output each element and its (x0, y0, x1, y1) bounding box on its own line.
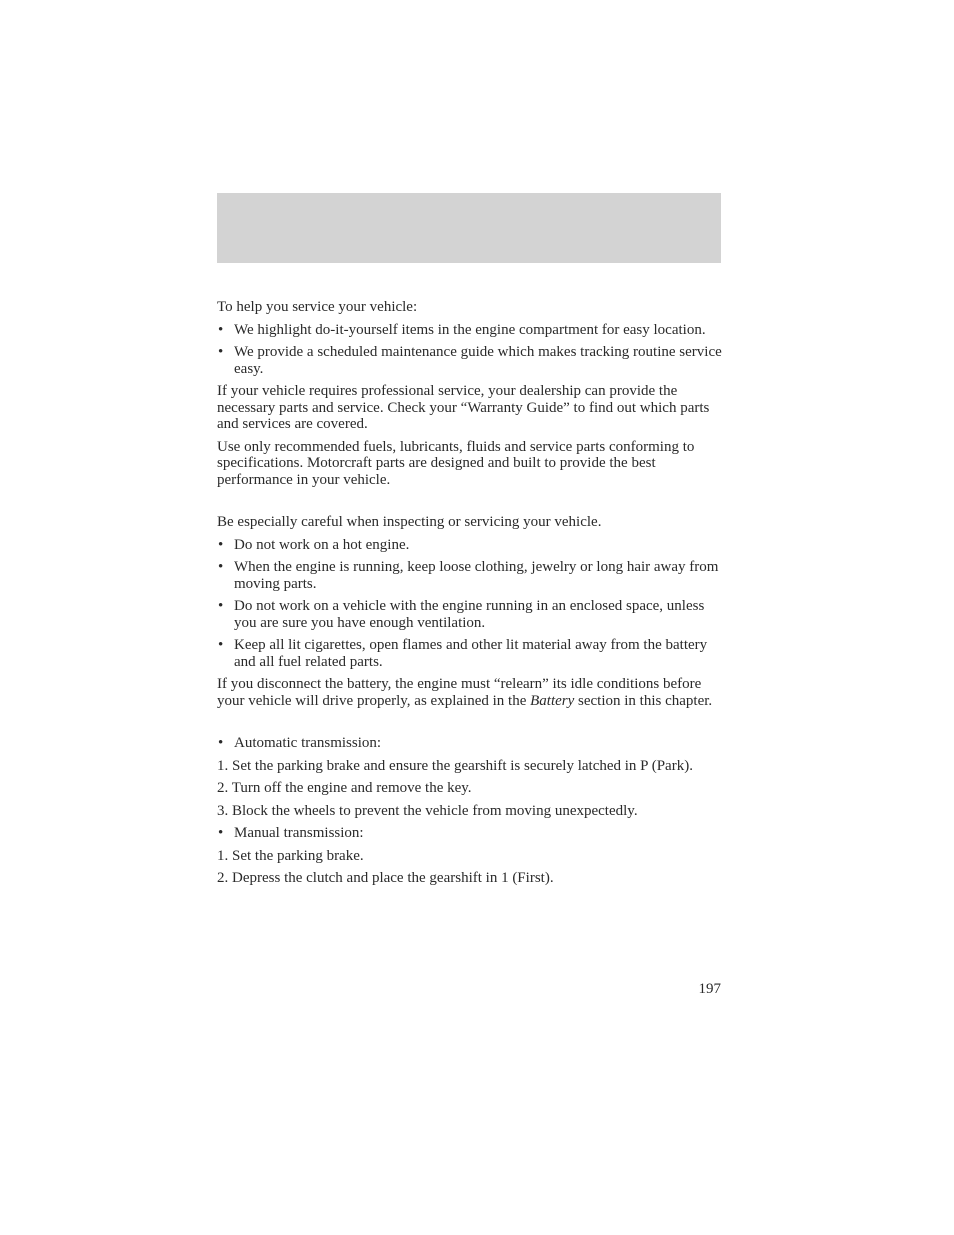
numbered-step: 3. Block the wheels to prevent the vehicle from moving unexpectedly. (217, 802, 638, 819)
list-item (217, 537, 723, 554)
list-item-text: Do not work on a hot engine. (234, 536, 410, 553)
precautions-lead: Be especially careful when inspecting or servicing your vehicle. (217, 514, 602, 530)
list-item-text: Keep all lit cigarettes, open flames and other lit material away from the battery and all fuel related parts. (234, 637, 708, 670)
bullet-icon: • (218, 344, 224, 360)
battery-text-before: If you disconnect the battery, the engine must “relearn” its idle conditions before your vehicle will drive properly, as explained in the (217, 676, 702, 709)
recommended-parts-paragraph: Use only recommended fuels, lubricants, fluids and service parts conforming to specifications. Motorcraft parts are designed and built to provide the best performance in your vehicle. (217, 438, 695, 488)
list-item (217, 344, 723, 377)
battery-text-after: section in this chapter. (574, 692, 713, 709)
bullet-icon: • (218, 735, 224, 751)
list-item-text: We highlight do-it-yourself items in the engine compartment for easy location. (234, 321, 706, 338)
page-content (217, 299, 723, 893)
list-item (217, 322, 723, 339)
numbered-step: 2. Turn off the engine and remove the key. (217, 780, 472, 796)
list-item-text: We provide a scheduled maintenance guide which makes tracking routine service easy. (234, 344, 722, 377)
section-header-band (217, 193, 721, 263)
bullet-icon: • (218, 536, 224, 553)
list-item (217, 598, 723, 631)
battery-paragraph (217, 676, 723, 709)
intro-lead: To help you service your vehicle: (217, 299, 418, 315)
bullet-icon: • (218, 559, 224, 575)
bullet-icon: • (218, 825, 224, 841)
automatic-transmission-label: Automatic transmission: (234, 735, 382, 751)
list-item (217, 825, 723, 842)
manual-transmission-label: Manual transmission: (234, 825, 364, 841)
dealer-service-paragraph: If your vehicle requires professional service, your dealership can provide the necessary parts and service. Check your “Warranty Guide” to find out which parts and services are covered. (217, 383, 710, 432)
bullet-icon: • (218, 321, 224, 338)
list-item-text: Do not work on a vehicle with the engine running in an enclosed space, unless you are sure you have enough ventilation. (234, 598, 705, 631)
numbered-step: 1. Set the parking brake and ensure the gearshift is securely latched in P (Park). (217, 757, 693, 774)
bullet-icon: • (218, 637, 224, 653)
numbered-step: 2. Depress the clutch and place the gearshift in 1 (First). (217, 870, 554, 886)
page-number: 197 (698, 981, 721, 997)
list-item (217, 637, 723, 670)
bullet-icon: • (218, 598, 224, 614)
numbered-step: 1. Set the parking brake. (217, 847, 364, 864)
list-item-text: When the engine is running, keep loose clothing, jewelry or long hair away from moving parts. (234, 559, 719, 592)
battery-section-reference: Battery (530, 692, 575, 709)
list-item (217, 559, 723, 592)
list-item (217, 735, 723, 752)
